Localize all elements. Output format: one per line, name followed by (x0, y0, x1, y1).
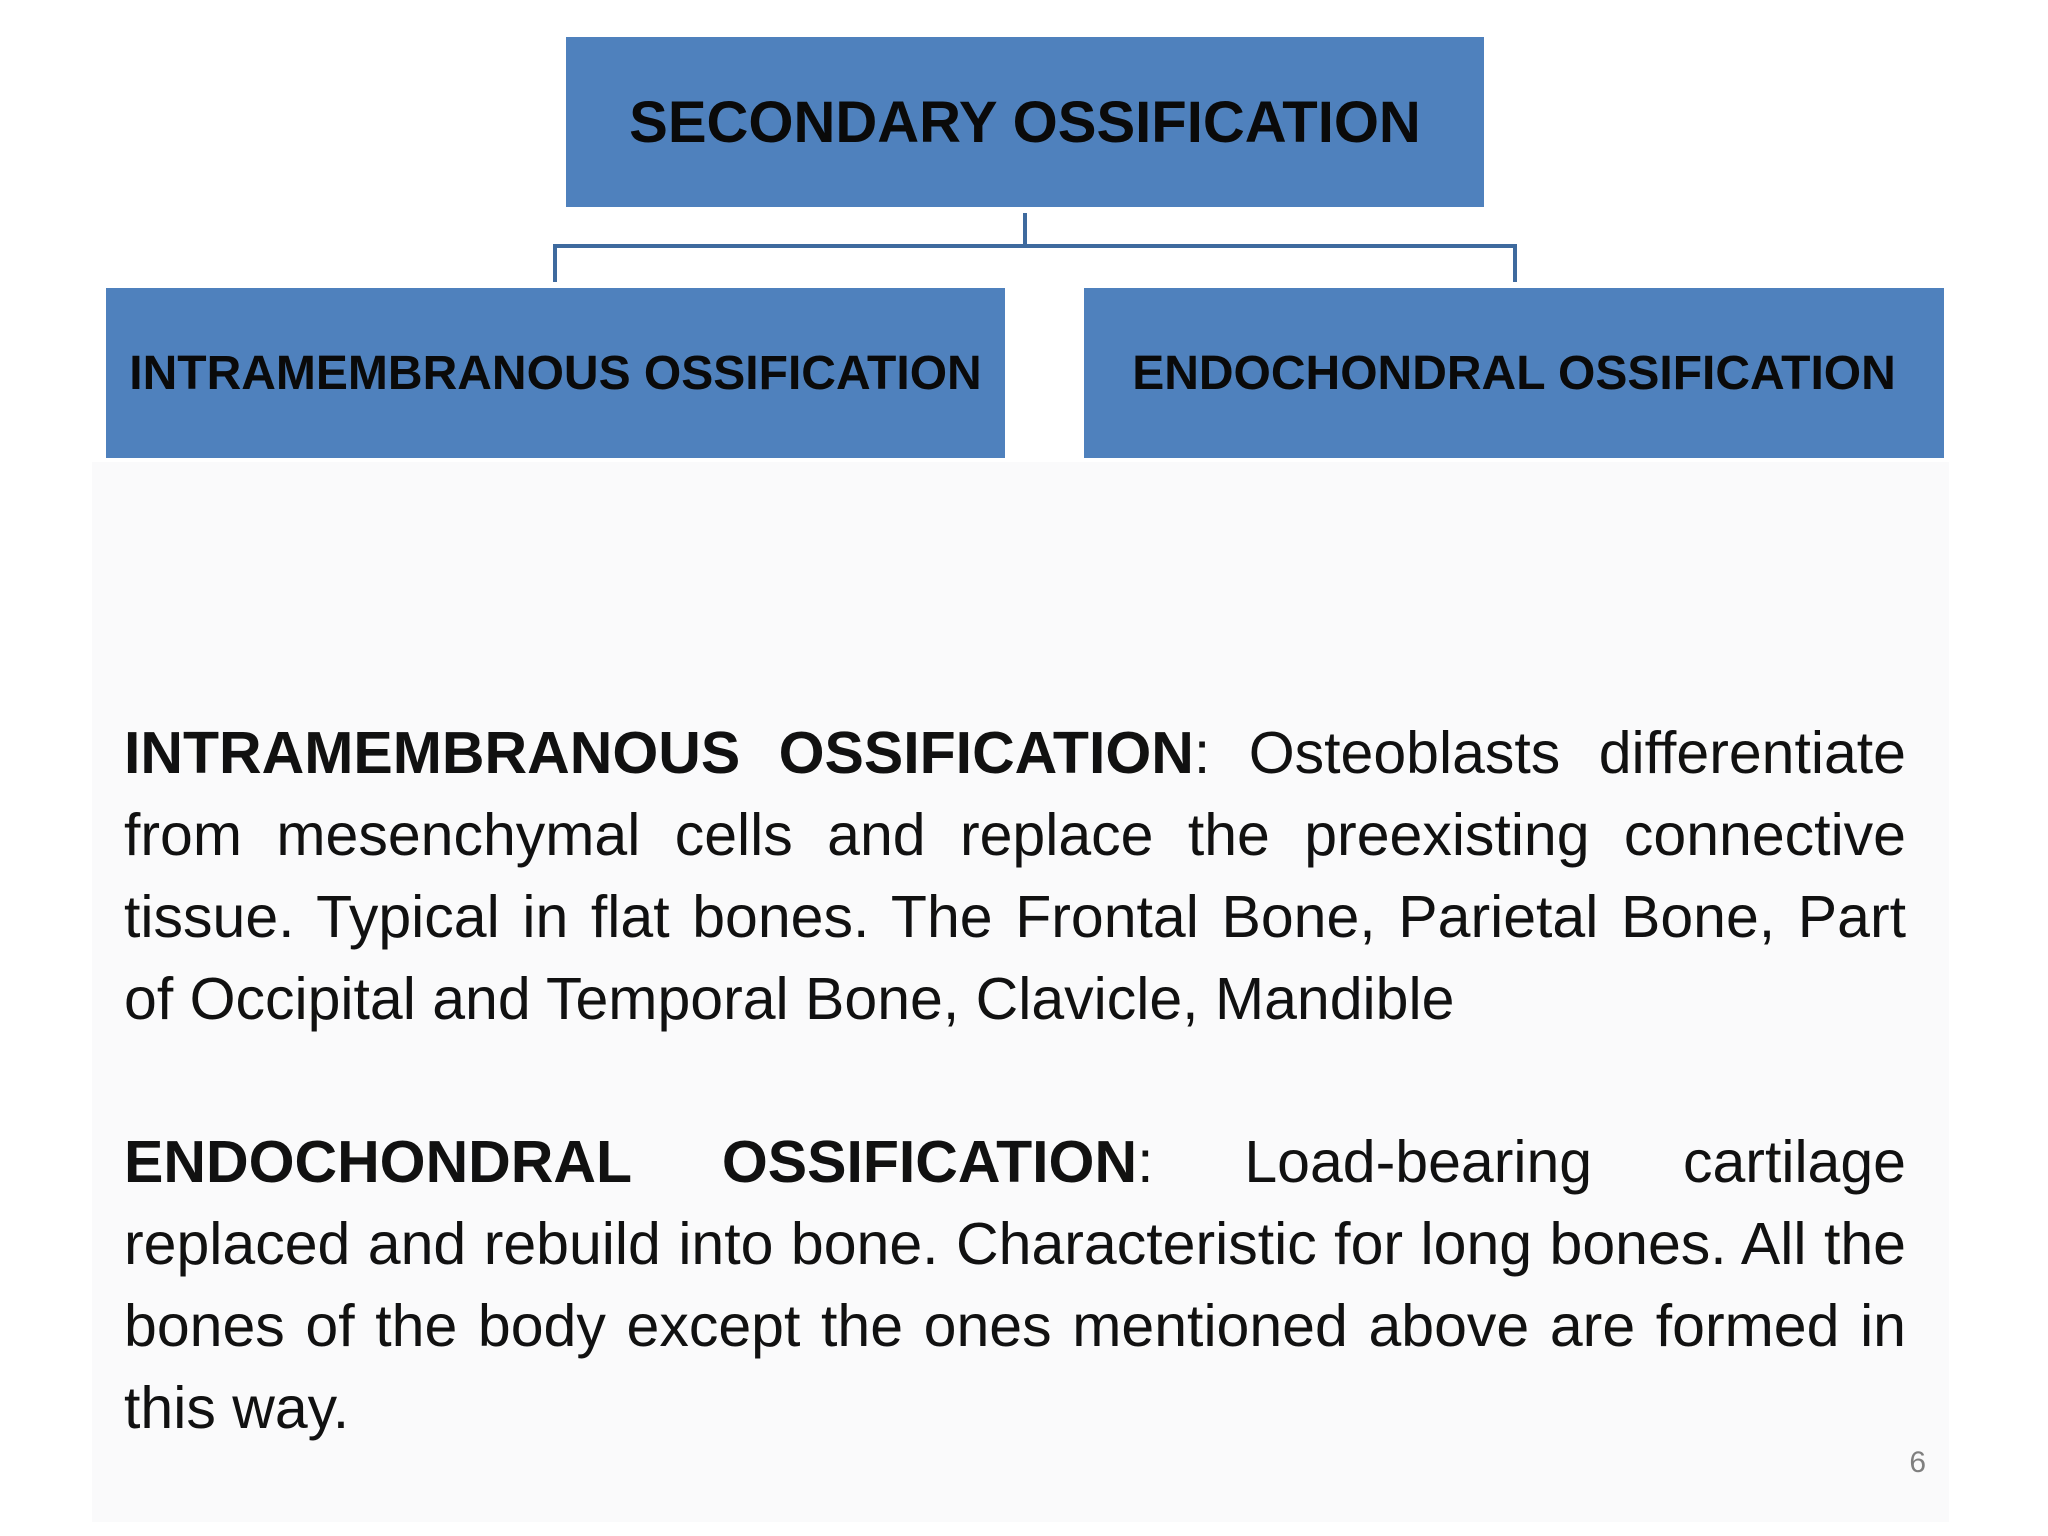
endochondral-colon: : (1137, 1129, 1154, 1195)
intramembranous-text: Osteoblasts differentiate from mesenchymal cells and replace the preexisting connective tissue. Typical in flat bones. The Frontal Bone, Parietal Bone, Part of Occipital and Temporal Bone, Clavicle, Mandible (124, 720, 1906, 1032)
child-box-label-intramembranous: INTRAMEMBRANOUS OSSIFICATION (129, 346, 982, 400)
page-number: 6 (1909, 1446, 1926, 1479)
endochondral-term: ENDOCHONDRAL OSSIFICATION (124, 1129, 1138, 1195)
child-box-endochondral (1084, 288, 1944, 458)
connector-lines (555, 213, 1515, 282)
endochondral-description (124, 1121, 1906, 1449)
child-box-label-endochondral: ENDOCHONDRAL OSSIFICATION (1132, 346, 1896, 400)
intramembranous-term: INTRAMEMBRANOUS OSSIFICATION (124, 720, 1194, 786)
root-box-secondary-ossification (566, 37, 1484, 207)
endochondral-text: Load-bearing cartilage replaced and rebuild into bone. Characteristic for long bones. All the bones of the body except the ones mentioned above are formed in this way. (124, 1129, 1906, 1441)
root-box-label: SECONDARY OSSIFICATION (629, 89, 1421, 155)
child-box-intramembranous (106, 288, 1005, 458)
intramembranous-colon: : (1193, 720, 1211, 786)
intramembranous-description (124, 712, 1906, 1040)
